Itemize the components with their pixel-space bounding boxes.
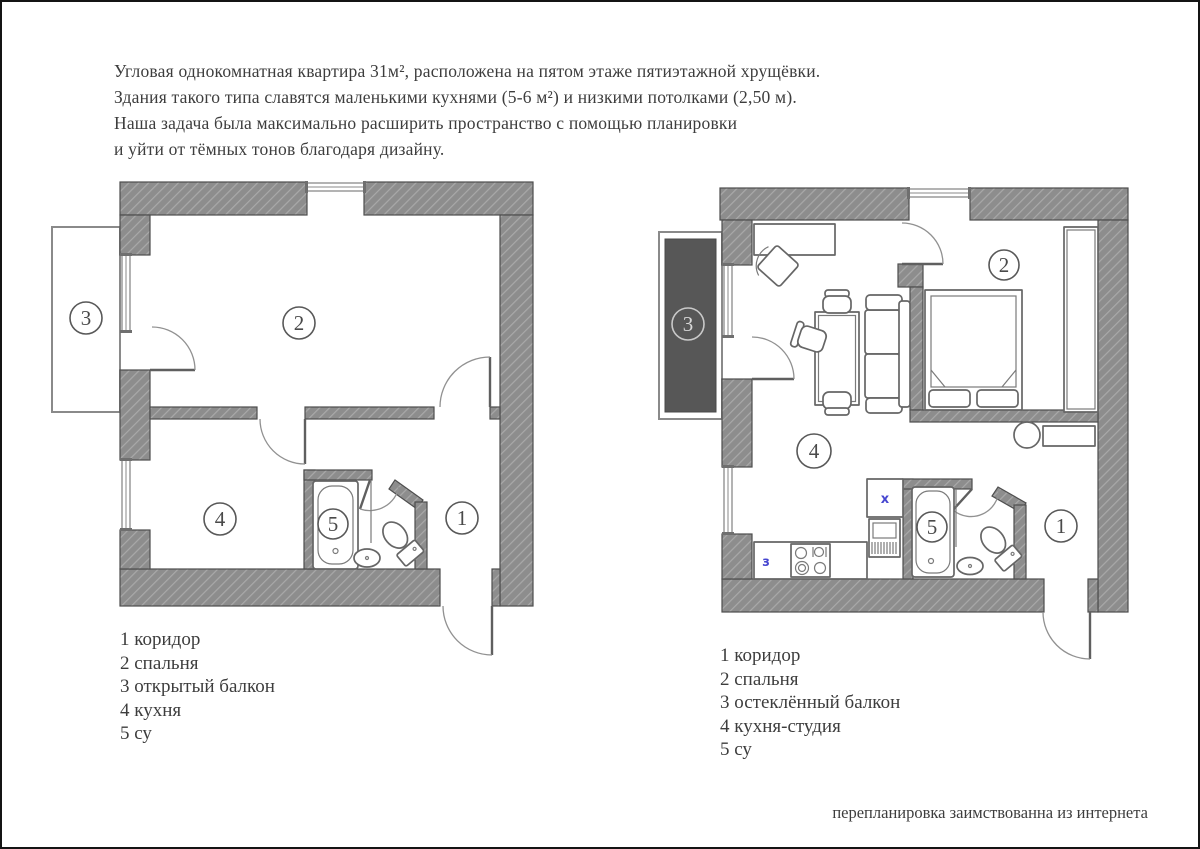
credit-note: перепланировка заимствованна из интернета [832,803,1148,822]
appliance-mark-fridge: х [880,492,890,507]
stove-icon [791,544,830,577]
door-swing-icon [752,337,794,379]
legend-item: 3 открытый балкон [120,676,275,698]
appliance-mark-stove: з [762,555,770,570]
room-number-kitchen [797,434,831,468]
legend-item: 1 коридор [120,629,201,650]
legend-item: 3 остеклённый балкон [720,692,901,714]
sofa-icon [865,295,910,413]
window-icon [120,458,132,531]
room-number-bathroom [318,509,348,539]
svg-text:1: 1 [1055,514,1067,538]
floor-plan-after [647,177,1137,672]
wardrobe-icon [1064,227,1098,412]
intro-line: и уйти от тёмных тонов благодаря дизайну. [114,139,445,159]
door-swing-icon [150,327,195,370]
window-icon [722,465,734,535]
room-number-corridor [446,502,478,534]
intro-text [114,58,820,162]
door-swing-icon [440,357,490,407]
legend-after [720,644,900,762]
svg-text:3: 3 [80,306,92,330]
window-icon [120,253,132,333]
legend-item: 4 кухня [120,699,182,721]
legend-item: 4 кухня-студия [720,715,841,737]
room-number-balcony [70,302,102,334]
window-icon [907,187,971,199]
stool-icon [1014,422,1040,448]
svg-text:2: 2 [293,311,305,335]
chair-icon [823,392,851,415]
fridge-icon [867,479,903,517]
legend-item: 1 коридор [720,645,801,666]
room-number-corridor [1045,510,1077,542]
window-icon [722,263,734,338]
dining-table-icon [815,312,859,405]
legend-item: 5 су [720,739,752,761]
window-icon [305,181,366,193]
entrance-door-icon [1043,612,1090,659]
room-number-bathroom [917,512,947,542]
svg-text:4: 4 [808,439,820,463]
desk-icon [754,224,835,255]
chair-icon [823,290,851,313]
svg-text:5: 5 [327,512,339,536]
console-shelf-icon [1043,426,1095,446]
legend-before [120,628,275,746]
sink-icon [354,549,380,567]
svg-text:1: 1 [456,506,468,530]
svg-text:3: 3 [682,312,694,336]
door-swing-icon [260,419,305,464]
intro-line: Здания такого типа славятся маленькими кухнями (5-6 м²) и низкими потолками (2,50 м). [114,87,797,107]
svg-text:5: 5 [926,515,938,539]
intro-line: Наша задача была максимально расширить пространство с помощью планировки [114,113,738,133]
svg-text:2: 2 [998,253,1010,277]
sink-icon [957,558,983,575]
room-number-kitchen [204,503,236,535]
room-number-bedroom [283,307,315,339]
bed-icon [925,290,1022,410]
entrance-door-icon [443,606,492,655]
legend-item: 5 су [120,723,152,745]
door-swing-icon [902,223,943,264]
floor-plan-before [42,172,552,667]
svg-text:4: 4 [214,507,226,531]
intro-line: Угловая однокомнатная квартира 31м², расположена на пятом этаже пятиэтажной хрущёвки. [114,61,821,81]
washing-machine-icon [869,519,900,557]
legend-item: 2 спальня [120,652,199,674]
legend-item: 2 спальня [720,668,799,690]
door-swing-icon [953,489,999,517]
room-number-bedroom [989,250,1019,280]
